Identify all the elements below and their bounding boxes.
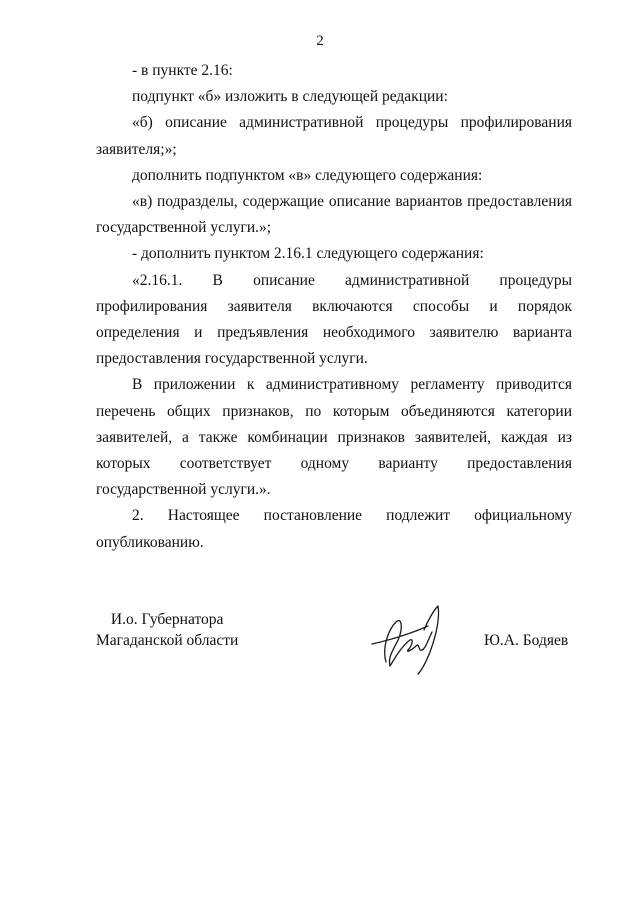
- paragraph-appendix-text: В приложении к административному регламенту приводится перечень общих признаков, по которым объединяются категории заявителей, а также комбинации признаков заявителей, каждая из которых соответствует одному варианту предоставления государственной услуги.».: [96, 376, 572, 499]
- paragraph-subitem-b-text: «б) описание административной процедуры профилирования заявителя;»;: [96, 114, 572, 158]
- document-body: [96, 58, 572, 556]
- signatory-position-line2: Магаданской области: [96, 632, 239, 649]
- handwritten-signature: [366, 600, 452, 676]
- paragraph-item-2-16-1-intro: - дополнить пунктом 2.16.1 следующего содержания:: [132, 245, 484, 263]
- paragraph-subitem-v-intro: дополнить подпунктом «в» следующего содержания:: [132, 166, 483, 184]
- paragraph-subitem-b-intro: подпункт «б» изложить в следующей редакции:: [132, 88, 448, 106]
- signatory-name: Ю.А. Бодяев: [484, 632, 569, 649]
- page-number: 2: [316, 33, 324, 49]
- signatory-position: [96, 609, 238, 651]
- signature-block: [0, 600, 640, 680]
- signatory-position-line1: И.о. Губернатора: [110, 611, 224, 628]
- paragraph-subitem-v-text: «в) подразделы, содержащие описание вариантов предоставления государственной услуги.»;: [96, 193, 572, 237]
- paragraph-item-2-16-1-text: «2.16.1. В описание административной процедуры профилирования заявителя включаются способы и порядок определения и предъявления необходимого заявителю варианта предоставления государственной услуги.: [96, 271, 572, 368]
- paragraph-publication: 2. Настоящее постановление подлежит официальному опубликованию.: [96, 507, 572, 551]
- paragraph-item-2-16: - в пункте 2.16:: [132, 62, 233, 79]
